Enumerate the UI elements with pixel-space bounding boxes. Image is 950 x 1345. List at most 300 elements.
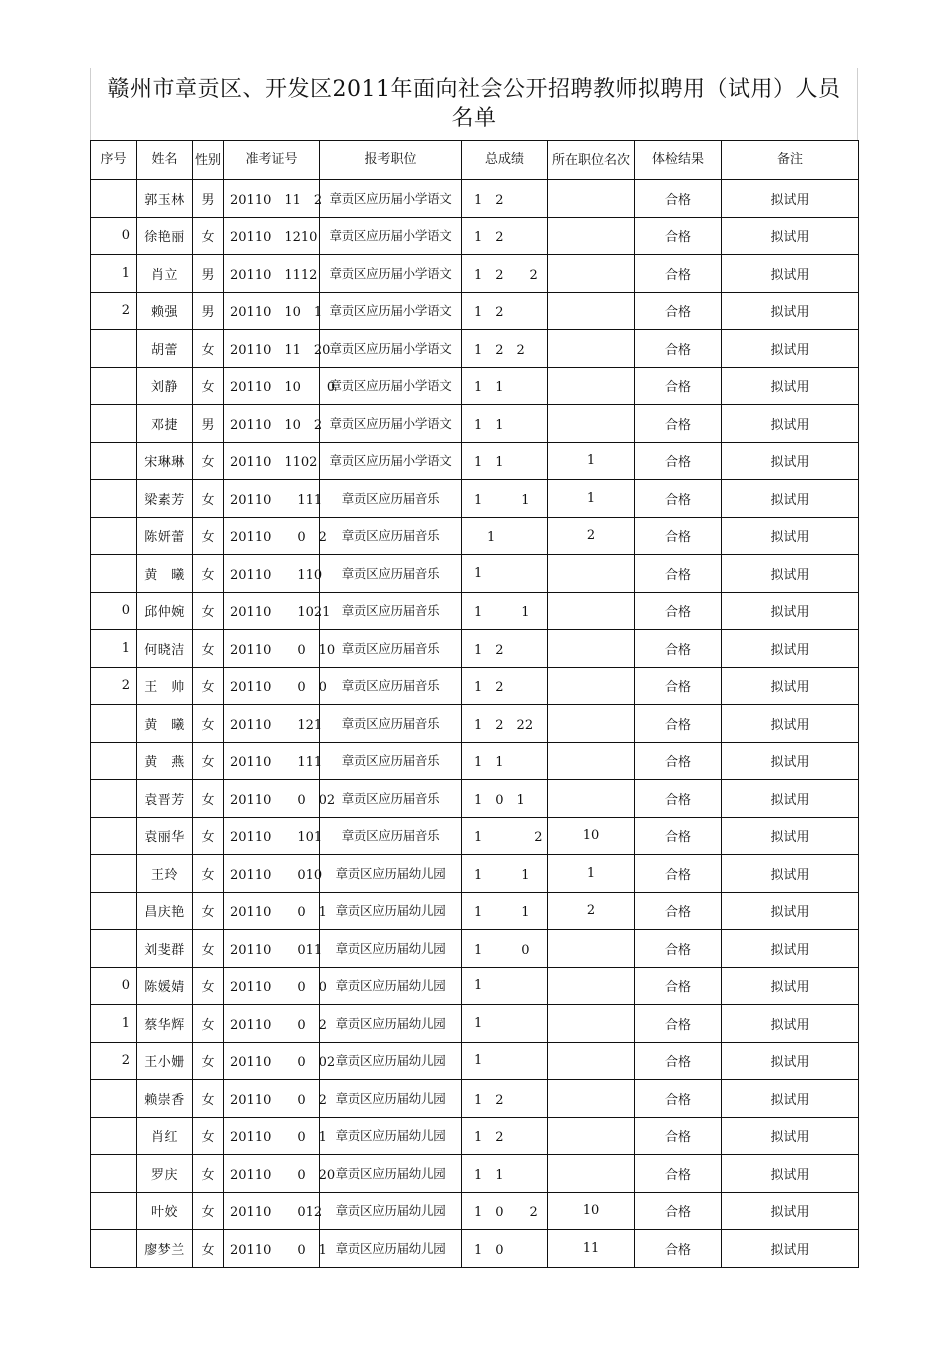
- name-cell: 徐艳丽: [137, 217, 193, 255]
- note-cell: 拟试用: [722, 592, 859, 630]
- seq-cell: 1: [91, 1005, 137, 1043]
- exam-result-cell: 合格: [635, 1230, 722, 1268]
- exam-result-cell: 合格: [635, 780, 722, 818]
- rank-cell: 1: [548, 855, 635, 893]
- table-row: [91, 667, 859, 705]
- name-cell: 王 帅: [137, 667, 193, 705]
- name-cell: 陈妍蕾: [137, 517, 193, 555]
- exam-result-cell: 合格: [635, 855, 722, 893]
- table-row: [91, 405, 859, 443]
- gender-cell: 女: [193, 1005, 224, 1043]
- rank-cell: [548, 330, 635, 368]
- rank-cell: [548, 630, 635, 668]
- note-cell: 拟试用: [722, 967, 859, 1005]
- rank-cell: [548, 255, 635, 293]
- exam-result-cell: 合格: [635, 1042, 722, 1080]
- gender-cell: 女: [193, 480, 224, 518]
- table-row: [91, 367, 859, 405]
- gender-cell: 女: [193, 1117, 224, 1155]
- seq-cell: 2: [91, 1042, 137, 1080]
- table-row: [91, 930, 859, 968]
- table-row: [91, 817, 859, 855]
- rank-cell: [548, 930, 635, 968]
- table-row: [91, 180, 859, 218]
- position-cell: 章贡区应历届音乐: [320, 517, 462, 555]
- exam-id-cell: 20110 0 2: [224, 517, 320, 555]
- gender-cell: 女: [193, 1155, 224, 1193]
- position-cell: 章贡区应历届小学语文: [320, 330, 462, 368]
- exam-id-cell: 20110 0 02: [224, 780, 320, 818]
- exam-result-cell: 合格: [635, 592, 722, 630]
- gender-cell: 女: [193, 930, 224, 968]
- gender-cell: 女: [193, 330, 224, 368]
- position-cell: 章贡区应历届幼儿园: [320, 1080, 462, 1118]
- rank-cell: [548, 1005, 635, 1043]
- rank-cell: [548, 367, 635, 405]
- gender-cell: 女: [193, 780, 224, 818]
- gender-cell: 女: [193, 367, 224, 405]
- exam-result-cell: 合格: [635, 442, 722, 480]
- seq-cell: 1: [91, 630, 137, 668]
- name-cell: 赖崇香: [137, 1080, 193, 1118]
- position-cell: 章贡区应历届小学语文: [320, 442, 462, 480]
- gender-cell: 女: [193, 817, 224, 855]
- total-score-cell: 1: [462, 555, 548, 593]
- name-cell: 刘静: [137, 367, 193, 405]
- name-cell: 蔡华辉: [137, 1005, 193, 1043]
- rank-cell: 2: [548, 517, 635, 555]
- note-cell: 拟试用: [722, 1042, 859, 1080]
- exam-id-cell: 20110 11 20: [224, 330, 320, 368]
- position-cell: 章贡区应历届幼儿园: [320, 1155, 462, 1193]
- total-score-cell: 1 2: [462, 217, 548, 255]
- seq-cell: [91, 367, 137, 405]
- note-cell: 拟试用: [722, 517, 859, 555]
- exam-id-cell: 20110 010: [224, 855, 320, 893]
- exam-id-cell: 20110 121: [224, 705, 320, 743]
- table-row: [91, 1192, 859, 1230]
- total-score-cell: 1: [462, 1042, 548, 1080]
- seq-cell: 2: [91, 667, 137, 705]
- position-cell: 章贡区应历届小学语文: [320, 217, 462, 255]
- name-cell: 廖梦兰: [137, 1230, 193, 1268]
- rank-cell: [548, 592, 635, 630]
- table-row: [91, 780, 859, 818]
- gender-cell: 女: [193, 705, 224, 743]
- name-cell: 袁丽华: [137, 817, 193, 855]
- exam-result-cell: 合格: [635, 480, 722, 518]
- exam-id-cell: 20110 0 1: [224, 1230, 320, 1268]
- gender-cell: 女: [193, 517, 224, 555]
- table-row: [91, 255, 859, 293]
- header-gender: 性别: [193, 141, 224, 180]
- position-cell: 章贡区应历届音乐: [320, 592, 462, 630]
- total-score-cell: 1 0: [462, 930, 548, 968]
- note-cell: 拟试用: [722, 555, 859, 593]
- exam-id-cell: 20110 10 1: [224, 292, 320, 330]
- header-name: 姓名: [137, 141, 193, 180]
- name-cell: 昌庆艳: [137, 892, 193, 930]
- exam-id-cell: 20110 0 0: [224, 667, 320, 705]
- exam-id-cell: 20110 1210: [224, 217, 320, 255]
- seq-cell: [91, 1230, 137, 1268]
- table-row: [91, 1005, 859, 1043]
- seq-cell: 1: [91, 255, 137, 293]
- note-cell: 拟试用: [722, 892, 859, 930]
- exam-result-cell: 合格: [635, 705, 722, 743]
- note-cell: 拟试用: [722, 742, 859, 780]
- exam-id-cell: 20110 0 2: [224, 1005, 320, 1043]
- position-cell: 章贡区应历届幼儿园: [320, 930, 462, 968]
- seq-cell: 2: [91, 292, 137, 330]
- note-cell: 拟试用: [722, 630, 859, 668]
- exam-id-cell: 20110 011: [224, 930, 320, 968]
- table-row: [91, 555, 859, 593]
- seq-cell: 0: [91, 592, 137, 630]
- total-score-cell: 1 2 22: [462, 705, 548, 743]
- note-cell: 拟试用: [722, 855, 859, 893]
- position-cell: 章贡区应历届小学语文: [320, 405, 462, 443]
- rank-cell: 10: [548, 1192, 635, 1230]
- note-cell: 拟试用: [722, 780, 859, 818]
- name-cell: 黄 曦: [137, 555, 193, 593]
- note-cell: 拟试用: [722, 1155, 859, 1193]
- seq-cell: [91, 855, 137, 893]
- name-cell: 梁素芳: [137, 480, 193, 518]
- seq-cell: [91, 1080, 137, 1118]
- exam-id-cell: 20110 1021: [224, 592, 320, 630]
- exam-result-cell: 合格: [635, 180, 722, 218]
- note-cell: 拟试用: [722, 442, 859, 480]
- total-score-cell: 1 1: [462, 367, 548, 405]
- table-row: [91, 217, 859, 255]
- position-cell: 章贡区应历届音乐: [320, 630, 462, 668]
- exam-id-cell: 20110 110: [224, 555, 320, 593]
- position-cell: 章贡区应历届幼儿园: [320, 1117, 462, 1155]
- gender-cell: 女: [193, 592, 224, 630]
- rank-cell: [548, 1042, 635, 1080]
- seq-cell: [91, 1117, 137, 1155]
- gender-cell: 男: [193, 255, 224, 293]
- exam-id-cell: 20110 10 0: [224, 367, 320, 405]
- position-cell: 章贡区应历届小学语文: [320, 255, 462, 293]
- position-cell: 章贡区应历届小学语文: [320, 367, 462, 405]
- total-score-cell: 1 1: [462, 592, 548, 630]
- document-sheet: [90, 68, 858, 1268]
- position-cell: 章贡区应历届小学语文: [320, 292, 462, 330]
- rank-cell: [548, 667, 635, 705]
- table-row: [91, 442, 859, 480]
- gender-cell: 女: [193, 1080, 224, 1118]
- rank-cell: 10: [548, 817, 635, 855]
- note-cell: 拟试用: [722, 705, 859, 743]
- name-cell: 王小姗: [137, 1042, 193, 1080]
- position-cell: 章贡区应历届音乐: [320, 780, 462, 818]
- total-score-cell: 1: [462, 517, 548, 555]
- exam-result-cell: 合格: [635, 742, 722, 780]
- candidate-table: [90, 140, 859, 1268]
- name-cell: 刘斐群: [137, 930, 193, 968]
- exam-id-cell: 20110 0 1: [224, 1117, 320, 1155]
- rank-cell: 11: [548, 1230, 635, 1268]
- rank-cell: [548, 1080, 635, 1118]
- table-row: [91, 742, 859, 780]
- exam-id-cell: 20110 101: [224, 817, 320, 855]
- gender-cell: 男: [193, 292, 224, 330]
- seq-cell: [91, 555, 137, 593]
- gender-cell: 女: [193, 630, 224, 668]
- position-cell: 章贡区应历届幼儿园: [320, 855, 462, 893]
- exam-id-cell: 20110 1102: [224, 442, 320, 480]
- name-cell: 黄 曦: [137, 705, 193, 743]
- total-score-cell: 1 2: [462, 817, 548, 855]
- gender-cell: 女: [193, 1042, 224, 1080]
- exam-result-cell: 合格: [635, 667, 722, 705]
- document-title: 赣州市章贡区、开发区2011年面向社会公开招聘教师拟聘用（试用）人员名单: [90, 68, 858, 140]
- exam-result-cell: 合格: [635, 1080, 722, 1118]
- rank-cell: [548, 292, 635, 330]
- seq-cell: [91, 1192, 137, 1230]
- table-row: [91, 630, 859, 668]
- position-cell: 章贡区应历届音乐: [320, 667, 462, 705]
- header-note: 备注: [722, 141, 859, 180]
- position-cell: 章贡区应历届音乐: [320, 480, 462, 518]
- seq-cell: [91, 705, 137, 743]
- gender-cell: 女: [193, 742, 224, 780]
- note-cell: 拟试用: [722, 405, 859, 443]
- gender-cell: 女: [193, 442, 224, 480]
- exam-result-cell: 合格: [635, 1155, 722, 1193]
- seq-cell: 0: [91, 967, 137, 1005]
- header-position: 报考职位: [320, 141, 462, 180]
- rank-cell: [548, 705, 635, 743]
- seq-cell: [91, 930, 137, 968]
- name-cell: 叶姣: [137, 1192, 193, 1230]
- name-cell: 邱仲婉: [137, 592, 193, 630]
- exam-id-cell: 20110 0 02: [224, 1042, 320, 1080]
- header-total-score: 总成绩: [462, 141, 548, 180]
- rank-cell: [548, 180, 635, 218]
- position-cell: 章贡区应历届幼儿园: [320, 1230, 462, 1268]
- table-row: [91, 330, 859, 368]
- table-row: [91, 1155, 859, 1193]
- seq-cell: [91, 892, 137, 930]
- header-exam-result: 体检结果: [635, 141, 722, 180]
- note-cell: 拟试用: [722, 1230, 859, 1268]
- table-row: [91, 480, 859, 518]
- gender-cell: 女: [193, 667, 224, 705]
- gender-cell: 女: [193, 855, 224, 893]
- exam-id-cell: 20110 111: [224, 480, 320, 518]
- seq-cell: [91, 330, 137, 368]
- table-row: [91, 292, 859, 330]
- position-cell: 章贡区应历届音乐: [320, 705, 462, 743]
- name-cell: 胡蕾: [137, 330, 193, 368]
- seq-cell: [91, 817, 137, 855]
- seq-cell: [91, 742, 137, 780]
- note-cell: 拟试用: [722, 480, 859, 518]
- table-row: [91, 855, 859, 893]
- exam-id-cell: 20110 0 0: [224, 967, 320, 1005]
- total-score-cell: 1 2: [462, 180, 548, 218]
- exam-id-cell: 20110 0 1: [224, 892, 320, 930]
- total-score-cell: 1 2 2: [462, 330, 548, 368]
- header-rank: 所在职位名次: [548, 141, 635, 180]
- note-cell: 拟试用: [722, 367, 859, 405]
- table-row: [91, 592, 859, 630]
- name-cell: 何晓洁: [137, 630, 193, 668]
- exam-result-cell: 合格: [635, 930, 722, 968]
- total-score-cell: 1 1: [462, 405, 548, 443]
- exam-result-cell: 合格: [635, 967, 722, 1005]
- table-row: [91, 1117, 859, 1155]
- total-score-cell: 1 2: [462, 292, 548, 330]
- seq-cell: [91, 780, 137, 818]
- note-cell: 拟试用: [722, 217, 859, 255]
- note-cell: 拟试用: [722, 930, 859, 968]
- name-cell: 郭玉林: [137, 180, 193, 218]
- gender-cell: 女: [193, 217, 224, 255]
- seq-cell: [91, 442, 137, 480]
- exam-result-cell: 合格: [635, 892, 722, 930]
- table-row: [91, 517, 859, 555]
- exam-id-cell: 20110 1112: [224, 255, 320, 293]
- table-row: [91, 1230, 859, 1268]
- name-cell: 肖立: [137, 255, 193, 293]
- position-cell: 章贡区应历届幼儿园: [320, 1192, 462, 1230]
- exam-result-cell: 合格: [635, 255, 722, 293]
- note-cell: 拟试用: [722, 292, 859, 330]
- name-cell: 王玲: [137, 855, 193, 893]
- exam-result-cell: 合格: [635, 630, 722, 668]
- total-score-cell: 1: [462, 967, 548, 1005]
- name-cell: 黄 燕: [137, 742, 193, 780]
- total-score-cell: 1 1: [462, 480, 548, 518]
- total-score-cell: 1 1: [462, 442, 548, 480]
- name-cell: 陈媛婧: [137, 967, 193, 1005]
- note-cell: 拟试用: [722, 1005, 859, 1043]
- rank-cell: [548, 555, 635, 593]
- exam-result-cell: 合格: [635, 330, 722, 368]
- seq-cell: [91, 1155, 137, 1193]
- name-cell: 宋琳琳: [137, 442, 193, 480]
- exam-result-cell: 合格: [635, 367, 722, 405]
- note-cell: 拟试用: [722, 330, 859, 368]
- rank-cell: 1: [548, 480, 635, 518]
- exam-id-cell: 20110 012: [224, 1192, 320, 1230]
- rank-cell: 2: [548, 892, 635, 930]
- position-cell: 章贡区应历届幼儿园: [320, 1005, 462, 1043]
- rank-cell: 1: [548, 442, 635, 480]
- note-cell: 拟试用: [722, 1192, 859, 1230]
- note-cell: 拟试用: [722, 180, 859, 218]
- total-score-cell: 1 2 2: [462, 255, 548, 293]
- gender-cell: 女: [193, 892, 224, 930]
- exam-result-cell: 合格: [635, 555, 722, 593]
- exam-result-cell: 合格: [635, 405, 722, 443]
- total-score-cell: 1: [462, 1005, 548, 1043]
- table-row: [91, 705, 859, 743]
- exam-id-cell: 20110 0 10: [224, 630, 320, 668]
- total-score-cell: 1 0 1: [462, 780, 548, 818]
- header-exam-id: 准考证号: [224, 141, 320, 180]
- exam-id-cell: 20110 10 2: [224, 405, 320, 443]
- rank-cell: [548, 1155, 635, 1193]
- total-score-cell: 1 1: [462, 742, 548, 780]
- table-row: [91, 1042, 859, 1080]
- position-cell: 章贡区应历届音乐: [320, 817, 462, 855]
- position-cell: 章贡区应历届音乐: [320, 555, 462, 593]
- exam-result-cell: 合格: [635, 517, 722, 555]
- note-cell: 拟试用: [722, 1080, 859, 1118]
- position-cell: 章贡区应历届音乐: [320, 742, 462, 780]
- seq-cell: [91, 517, 137, 555]
- rank-cell: [548, 967, 635, 1005]
- rank-cell: [548, 405, 635, 443]
- table-row: [91, 1080, 859, 1118]
- exam-result-cell: 合格: [635, 1117, 722, 1155]
- total-score-cell: 1 2: [462, 667, 548, 705]
- rank-cell: [548, 217, 635, 255]
- seq-cell: 0: [91, 217, 137, 255]
- name-cell: 赖强: [137, 292, 193, 330]
- table-header-row: [91, 141, 859, 180]
- total-score-cell: 1 0 2: [462, 1192, 548, 1230]
- note-cell: 拟试用: [722, 1117, 859, 1155]
- rank-cell: [548, 780, 635, 818]
- name-cell: 袁晋芳: [137, 780, 193, 818]
- note-cell: 拟试用: [722, 817, 859, 855]
- position-cell: 章贡区应历届小学语文: [320, 180, 462, 218]
- position-cell: 章贡区应历届幼儿园: [320, 967, 462, 1005]
- rank-cell: [548, 742, 635, 780]
- seq-cell: [91, 180, 137, 218]
- gender-cell: 男: [193, 405, 224, 443]
- exam-result-cell: 合格: [635, 292, 722, 330]
- total-score-cell: 1 2: [462, 1080, 548, 1118]
- name-cell: 肖红: [137, 1117, 193, 1155]
- note-cell: 拟试用: [722, 667, 859, 705]
- gender-cell: 女: [193, 967, 224, 1005]
- total-score-cell: 1 2: [462, 1117, 548, 1155]
- header-seq: 序号: [91, 141, 137, 180]
- rank-cell: [548, 1117, 635, 1155]
- position-cell: 章贡区应历届幼儿园: [320, 892, 462, 930]
- exam-id-cell: 20110 11 2: [224, 180, 320, 218]
- exam-id-cell: 20110 111: [224, 742, 320, 780]
- seq-cell: [91, 405, 137, 443]
- total-score-cell: 1 1: [462, 1155, 548, 1193]
- gender-cell: 女: [193, 1230, 224, 1268]
- exam-result-cell: 合格: [635, 217, 722, 255]
- exam-id-cell: 20110 0 20: [224, 1155, 320, 1193]
- table-row: [91, 892, 859, 930]
- position-cell: 章贡区应历届幼儿园: [320, 1042, 462, 1080]
- note-cell: 拟试用: [722, 255, 859, 293]
- gender-cell: 女: [193, 555, 224, 593]
- gender-cell: 女: [193, 1192, 224, 1230]
- name-cell: 邓捷: [137, 405, 193, 443]
- exam-id-cell: 20110 0 2: [224, 1080, 320, 1118]
- exam-result-cell: 合格: [635, 1005, 722, 1043]
- total-score-cell: 1 1: [462, 892, 548, 930]
- exam-result-cell: 合格: [635, 1192, 722, 1230]
- total-score-cell: 1 2: [462, 630, 548, 668]
- total-score-cell: 1 0: [462, 1230, 548, 1268]
- seq-cell: [91, 480, 137, 518]
- exam-result-cell: 合格: [635, 817, 722, 855]
- table-row: [91, 967, 859, 1005]
